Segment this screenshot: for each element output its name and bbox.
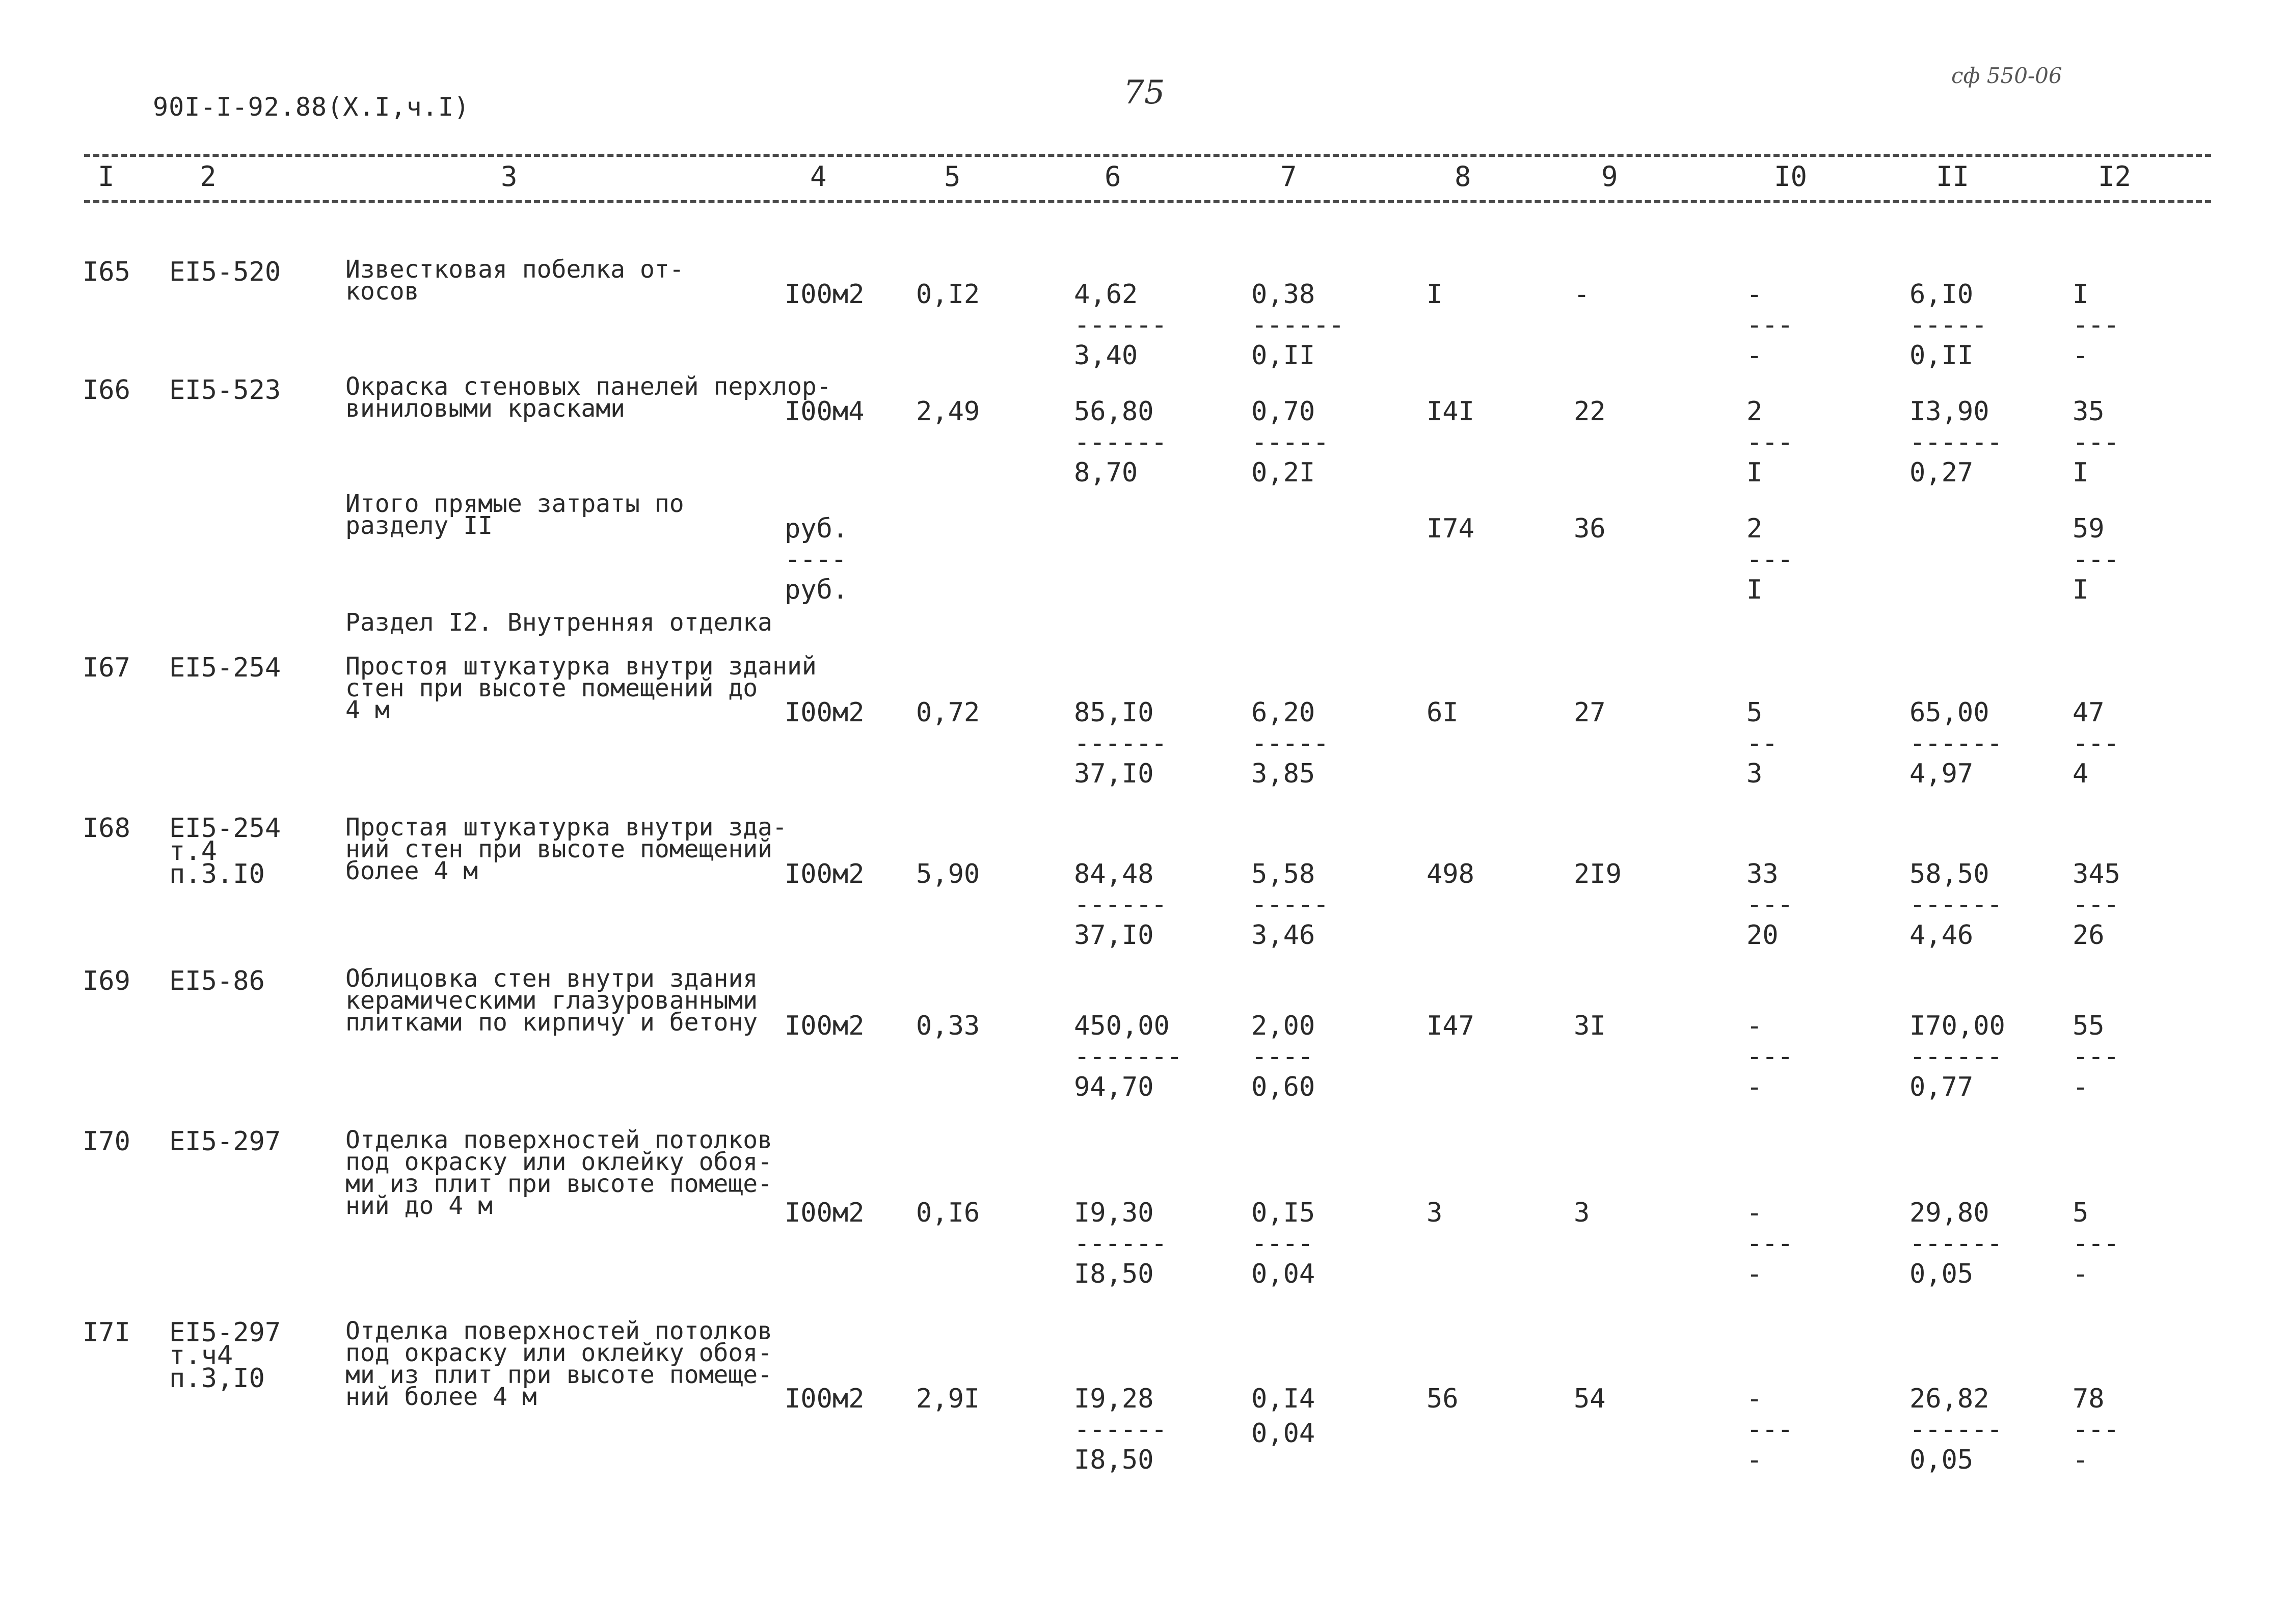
col12-fraction bbox=[2073, 1013, 2119, 1100]
col12-bottom: I bbox=[2073, 457, 2089, 488]
col7-fraction bbox=[1251, 1386, 1315, 1447]
col11-top: 65,00 bbox=[1910, 697, 1989, 728]
col7-top: 0,38 bbox=[1251, 279, 1315, 310]
col6-fraction bbox=[1074, 861, 1167, 949]
col11-bottom: 0,05 bbox=[1910, 1259, 1974, 1289]
col10-top: - bbox=[1746, 1011, 1763, 1041]
col12-fraction bbox=[2073, 861, 2120, 949]
col6-bottom: I8,50 bbox=[1074, 1259, 1154, 1289]
row-code: EI5-254 bbox=[169, 653, 281, 683]
row-code-line-3: п.3,I0 bbox=[169, 1363, 265, 1394]
col9-value: 27 bbox=[1574, 697, 1606, 728]
col11-rule: ------ bbox=[1910, 1414, 2002, 1445]
col12-fraction bbox=[2073, 281, 2119, 369]
total-unit-rule: ---- bbox=[785, 544, 847, 575]
col6-top: 450,00 bbox=[1074, 1011, 1170, 1041]
col10-rule: --- bbox=[1746, 1414, 1793, 1445]
col6-bottom: 94,70 bbox=[1074, 1072, 1154, 1102]
col7-top: 0,70 bbox=[1251, 396, 1315, 427]
total-col10-fraction bbox=[1746, 513, 1793, 605]
row-number: I65 bbox=[83, 257, 130, 287]
col6-bottom: 37,I0 bbox=[1074, 759, 1154, 789]
col11-top: 58,50 bbox=[1910, 859, 1989, 889]
row-description-line-1: Простая штукатурка внутри зда- bbox=[345, 813, 787, 842]
col7-bottom: 0,60 bbox=[1251, 1072, 1315, 1102]
document-code: 90I-I-92.88(X.I,ч.I) bbox=[153, 92, 470, 122]
col12-top: 78 bbox=[2073, 1384, 2105, 1414]
row-description-line-3: плитками по кирпичу и бетону bbox=[345, 1008, 758, 1037]
section-heading: Раздел I2. Внутренняя отделка bbox=[345, 608, 773, 637]
col7-rule: ----- bbox=[1251, 427, 1329, 457]
row-description-line-1: Известковая побелка от- bbox=[345, 255, 684, 284]
total-col12-fraction bbox=[2073, 513, 2119, 605]
col7-top: 5,58 bbox=[1251, 859, 1315, 889]
col6-rule: ------ bbox=[1074, 1414, 1167, 1445]
page-number: 75 bbox=[1123, 74, 1165, 112]
col12-bottom: - bbox=[2073, 1259, 2089, 1289]
row-unit: I00м2 bbox=[785, 697, 865, 728]
col12-fraction bbox=[2073, 1200, 2119, 1287]
col7-fraction bbox=[1251, 1013, 1315, 1100]
col11-top: 6,I0 bbox=[1910, 279, 1974, 310]
column-header-3: 3 bbox=[501, 160, 518, 193]
row-quantity: 5,90 bbox=[916, 859, 980, 889]
col12-rule: --- bbox=[2073, 427, 2119, 457]
row-code: EI5-520 bbox=[169, 257, 281, 287]
col10-rule: --- bbox=[1746, 427, 1793, 457]
row-unit: I00м2 bbox=[785, 279, 865, 310]
row-description-line-3: ми из плит при высоте помеще- bbox=[345, 1170, 773, 1198]
row-code-line-3: п.3.I0 bbox=[169, 859, 265, 889]
total-col8: I74 bbox=[1427, 513, 1474, 544]
col12-rule: --- bbox=[2073, 1228, 2119, 1259]
col12-rule: --- bbox=[2073, 1414, 2119, 1445]
row-quantity: 0,33 bbox=[916, 1011, 980, 1041]
col11-fraction bbox=[1910, 861, 2002, 949]
col10-bottom: I bbox=[1746, 457, 1763, 488]
col10-rule: --- bbox=[1746, 1041, 1793, 1072]
row-description-line-1: Простоя штукатурка внутри зданий bbox=[345, 652, 817, 681]
header-bottom-dashed-line bbox=[84, 200, 2211, 203]
row-quantity: 2,49 bbox=[916, 396, 980, 427]
col11-rule: ------ bbox=[1910, 728, 2002, 759]
col12-rule: --- bbox=[2073, 1041, 2119, 1072]
col9-value: 22 bbox=[1574, 396, 1606, 427]
col10-top: - bbox=[1746, 1384, 1763, 1414]
total-description-line-2: разделу II bbox=[345, 511, 493, 540]
col12-fraction bbox=[2073, 699, 2119, 787]
row-description-line-1: Отделка поверхностей потолков bbox=[345, 1317, 773, 1345]
row-description-line-1: Облицовка стен внутри здания bbox=[345, 964, 758, 993]
col10-top: 5 bbox=[1746, 697, 1763, 728]
col11-fraction bbox=[1910, 699, 2002, 787]
col10-rule: --- bbox=[1746, 310, 1793, 340]
col12-top: 345 bbox=[2073, 859, 2120, 889]
col11-top: 29,80 bbox=[1910, 1198, 1989, 1228]
col12-rule: --- bbox=[2073, 889, 2119, 920]
col6-rule: ------ bbox=[1074, 728, 1167, 759]
col10-rule: --- bbox=[1746, 889, 1793, 920]
row-number: I66 bbox=[83, 375, 130, 405]
col7-rule: ------ bbox=[1251, 310, 1344, 340]
col7-bottom: 0,04 bbox=[1251, 1259, 1315, 1289]
row-description-line-3: более 4 м bbox=[345, 857, 478, 885]
col11-top: I70,00 bbox=[1910, 1011, 2005, 1041]
row-code-line-1: EI5-254 bbox=[169, 813, 281, 844]
row-description-line-2: косов bbox=[345, 277, 419, 306]
col6-fraction bbox=[1074, 699, 1167, 787]
col7-rule: ----- bbox=[1251, 728, 1329, 759]
col7-top: 0,I5 bbox=[1251, 1198, 1315, 1228]
col6-bottom: 8,70 bbox=[1074, 457, 1138, 488]
col10-bottom: - bbox=[1746, 1259, 1763, 1289]
col11-bottom: 0,27 bbox=[1910, 457, 1974, 488]
col10-top: - bbox=[1746, 1198, 1763, 1228]
col10-fraction bbox=[1746, 699, 1778, 787]
col7-fraction bbox=[1251, 398, 1329, 486]
col7-fraction bbox=[1251, 699, 1329, 787]
col6-top: I9,30 bbox=[1074, 1198, 1154, 1228]
col9-value: - bbox=[1574, 279, 1590, 310]
col11-rule: ------ bbox=[1910, 889, 2002, 920]
col6-fraction bbox=[1074, 281, 1167, 369]
row-number: I70 bbox=[83, 1126, 130, 1157]
column-header-6: 6 bbox=[1105, 160, 1121, 193]
column-header-4: 4 bbox=[810, 160, 827, 193]
col11-fraction bbox=[1910, 281, 1987, 369]
col6-fraction bbox=[1074, 1386, 1167, 1473]
archive-note: сф 550-06 bbox=[1951, 63, 2062, 88]
col8-value: I47 bbox=[1427, 1011, 1474, 1041]
col7-fraction bbox=[1251, 281, 1344, 369]
col7-bottom: 0,2I bbox=[1251, 457, 1315, 488]
col9-value: 2I9 bbox=[1574, 859, 1622, 889]
row-code-line-2: т.4 bbox=[169, 836, 217, 867]
col12-top: 55 bbox=[2073, 1011, 2105, 1041]
col8-value: 56 bbox=[1427, 1384, 1459, 1414]
row-description-line-3: ми из плит при высоте помеще- bbox=[345, 1361, 773, 1389]
col12-fraction bbox=[2073, 398, 2119, 486]
col10-top: 33 bbox=[1746, 859, 1779, 889]
col10-bottom: 3 bbox=[1746, 759, 1763, 789]
row-code: EI5-297 bbox=[169, 1126, 281, 1157]
col10-bottom: - bbox=[1746, 340, 1763, 371]
col11-fraction bbox=[1910, 1386, 2002, 1473]
col6-rule: ------- bbox=[1074, 1041, 1182, 1072]
row-description-line-4: ний до 4 м bbox=[345, 1192, 493, 1220]
col6-rule: ------ bbox=[1074, 1228, 1167, 1259]
total-description-line-1: Итого прямые затраты по bbox=[345, 490, 684, 518]
col6-bottom: 3,40 bbox=[1074, 340, 1138, 371]
col11-rule: ------ bbox=[1910, 1228, 2002, 1259]
col6-fraction bbox=[1074, 398, 1167, 486]
total-col10-rule: --- bbox=[1746, 544, 1793, 575]
col8-value: 6I bbox=[1427, 697, 1459, 728]
col9-value: 3I bbox=[1574, 1011, 1606, 1041]
row-description-line-2: под окраску или оклейку обоя- bbox=[345, 1148, 773, 1176]
total-col12-rule: --- bbox=[2073, 544, 2119, 575]
row-code-line-1: EI5-297 bbox=[169, 1317, 281, 1348]
col11-bottom: 0,II bbox=[1910, 340, 1974, 371]
col12-top: 5 bbox=[2073, 1198, 2089, 1228]
col6-top: 56,80 bbox=[1074, 396, 1154, 427]
col12-rule: --- bbox=[2073, 310, 2119, 340]
col10-rule: -- bbox=[1746, 728, 1778, 759]
col8-value: I4I bbox=[1427, 396, 1474, 427]
col10-fraction bbox=[1746, 1013, 1793, 1100]
col10-bottom: - bbox=[1746, 1445, 1763, 1475]
col7-fraction bbox=[1251, 1200, 1315, 1287]
column-header-11: II bbox=[1936, 160, 1970, 193]
col11-fraction bbox=[1910, 1013, 2005, 1100]
col11-fraction bbox=[1910, 398, 2002, 486]
column-header-1: I bbox=[98, 160, 115, 193]
col10-fraction bbox=[1746, 1386, 1793, 1473]
row-code: EI5-523 bbox=[169, 375, 281, 405]
col8-value: 498 bbox=[1427, 859, 1474, 889]
col11-fraction bbox=[1910, 1200, 2002, 1287]
col7-bottom: 3,46 bbox=[1251, 920, 1315, 951]
col10-fraction bbox=[1746, 281, 1793, 369]
row-number: I68 bbox=[83, 813, 130, 844]
row-description-line-2: виниловыми красками bbox=[345, 394, 626, 423]
col6-rule: ------ bbox=[1074, 889, 1167, 920]
row-code-line-2: т.ч4 bbox=[169, 1340, 233, 1371]
col12-top: 47 bbox=[2073, 697, 2105, 728]
row-description-line-2: стен при высоте помещений до bbox=[345, 674, 758, 702]
col7-top: 0,I4 bbox=[1251, 1384, 1315, 1414]
row-description-line-1: Окраска стеновых панелей перхлор- bbox=[345, 372, 831, 401]
col6-bottom: 37,I0 bbox=[1074, 920, 1154, 951]
col10-top: 2 bbox=[1746, 396, 1763, 427]
row-code: EI5-86 bbox=[169, 966, 265, 996]
col6-fraction bbox=[1074, 1013, 1182, 1100]
col6-top: 4,62 bbox=[1074, 279, 1138, 310]
col12-bottom: 4 bbox=[2073, 759, 2089, 789]
col10-bottom: - bbox=[1746, 1072, 1763, 1102]
col7-bottom: 0,II bbox=[1251, 340, 1315, 371]
row-unit: I00м2 bbox=[785, 1198, 865, 1228]
row-unit: I00м4 bbox=[785, 396, 865, 427]
row-quantity: 0,I6 bbox=[916, 1198, 980, 1228]
col12-top: I bbox=[2073, 279, 2089, 310]
col6-top: I9,28 bbox=[1074, 1384, 1154, 1414]
col8-value: 3 bbox=[1427, 1198, 1443, 1228]
col11-top: 26,82 bbox=[1910, 1384, 1989, 1414]
column-header-10: I0 bbox=[1774, 160, 1808, 193]
col11-rule: ------ bbox=[1910, 1041, 2002, 1072]
row-unit: I00м2 bbox=[785, 1011, 865, 1041]
col7-fraction bbox=[1251, 861, 1329, 949]
col12-fraction bbox=[2073, 1386, 2119, 1473]
row-description-line-3: 4 м bbox=[345, 696, 390, 724]
total-col12-top: 59 bbox=[2073, 513, 2105, 544]
col7-top: 6,20 bbox=[1251, 697, 1315, 728]
col11-rule: ------ bbox=[1910, 427, 2002, 457]
col11-bottom: 0,05 bbox=[1910, 1445, 1974, 1475]
column-header-9: 9 bbox=[1601, 160, 1618, 193]
column-header-7: 7 bbox=[1280, 160, 1297, 193]
col7-bottom: 3,85 bbox=[1251, 759, 1315, 789]
row-description-line-2: ний стен при высоте помещений bbox=[345, 835, 773, 863]
total-col9: 36 bbox=[1574, 513, 1606, 544]
total-col10-top: 2 bbox=[1746, 513, 1763, 544]
col12-top: 35 bbox=[2073, 396, 2105, 427]
col7-top: 2,00 bbox=[1251, 1011, 1315, 1041]
col6-top: 85,I0 bbox=[1074, 697, 1154, 728]
column-header-12: I2 bbox=[2098, 160, 2132, 193]
col9-value: 54 bbox=[1574, 1384, 1606, 1414]
row-number: I7I bbox=[83, 1317, 130, 1348]
col11-top: I3,90 bbox=[1910, 396, 1989, 427]
column-header-8: 8 bbox=[1455, 160, 1471, 193]
col10-bottom: 20 bbox=[1746, 920, 1779, 951]
total-col10-bottom: I bbox=[1746, 575, 1763, 605]
row-number: I69 bbox=[83, 966, 130, 996]
row-unit: I00м2 bbox=[785, 859, 865, 889]
col11-bottom: 4,46 bbox=[1910, 920, 1974, 951]
col12-bottom: - bbox=[2073, 1445, 2089, 1475]
column-header-2: 2 bbox=[200, 160, 217, 193]
col7-rule: ----- bbox=[1251, 889, 1329, 920]
row-quantity: 2,9I bbox=[916, 1384, 980, 1414]
col11-rule: ----- bbox=[1910, 310, 1987, 340]
col10-fraction bbox=[1746, 861, 1793, 949]
col7-rule: ---- bbox=[1251, 1228, 1313, 1259]
row-quantity: 0,72 bbox=[916, 697, 980, 728]
row-quantity: 0,I2 bbox=[916, 279, 980, 310]
col10-rule: --- bbox=[1746, 1228, 1793, 1259]
col6-top: 84,48 bbox=[1074, 859, 1154, 889]
column-header-5: 5 bbox=[944, 160, 961, 193]
col10-top: - bbox=[1746, 279, 1763, 310]
col11-bottom: 4,97 bbox=[1910, 759, 1974, 789]
col12-rule: --- bbox=[2073, 728, 2119, 759]
col9-value: 3 bbox=[1574, 1198, 1590, 1228]
row-description-line-2: керамическими глазурованными bbox=[345, 986, 758, 1015]
row-description-line-4: ний более 4 м bbox=[345, 1383, 537, 1411]
row-description-line-2: под окраску или оклейку обоя- bbox=[345, 1339, 773, 1367]
col6-fraction bbox=[1074, 1200, 1167, 1287]
total-col12-bottom: I bbox=[2073, 575, 2089, 605]
col6-bottom: I8,50 bbox=[1074, 1445, 1154, 1475]
col10-fraction bbox=[1746, 1200, 1793, 1287]
col7-bottom: 0,04 bbox=[1251, 1418, 1315, 1449]
col7-rule: ---- bbox=[1251, 1041, 1313, 1072]
col6-rule: ------ bbox=[1074, 310, 1167, 340]
row-unit: I00м2 bbox=[785, 1384, 865, 1414]
total-unit-fraction bbox=[785, 513, 849, 605]
col12-bottom: - bbox=[2073, 1072, 2089, 1102]
col10-fraction bbox=[1746, 398, 1793, 486]
col11-bottom: 0,77 bbox=[1910, 1072, 1974, 1102]
total-unit-top: руб. bbox=[785, 513, 849, 544]
col6-rule: ------ bbox=[1074, 427, 1167, 457]
col12-bottom: 26 bbox=[2073, 920, 2105, 951]
col12-bottom: - bbox=[2073, 340, 2089, 371]
col8-value: I bbox=[1427, 279, 1443, 310]
row-description-line-1: Отделка поверхностей потолков bbox=[345, 1126, 773, 1154]
header-top-dashed-line bbox=[84, 154, 2211, 157]
total-unit-bottom: руб. bbox=[785, 575, 849, 605]
row-number: I67 bbox=[83, 653, 130, 683]
